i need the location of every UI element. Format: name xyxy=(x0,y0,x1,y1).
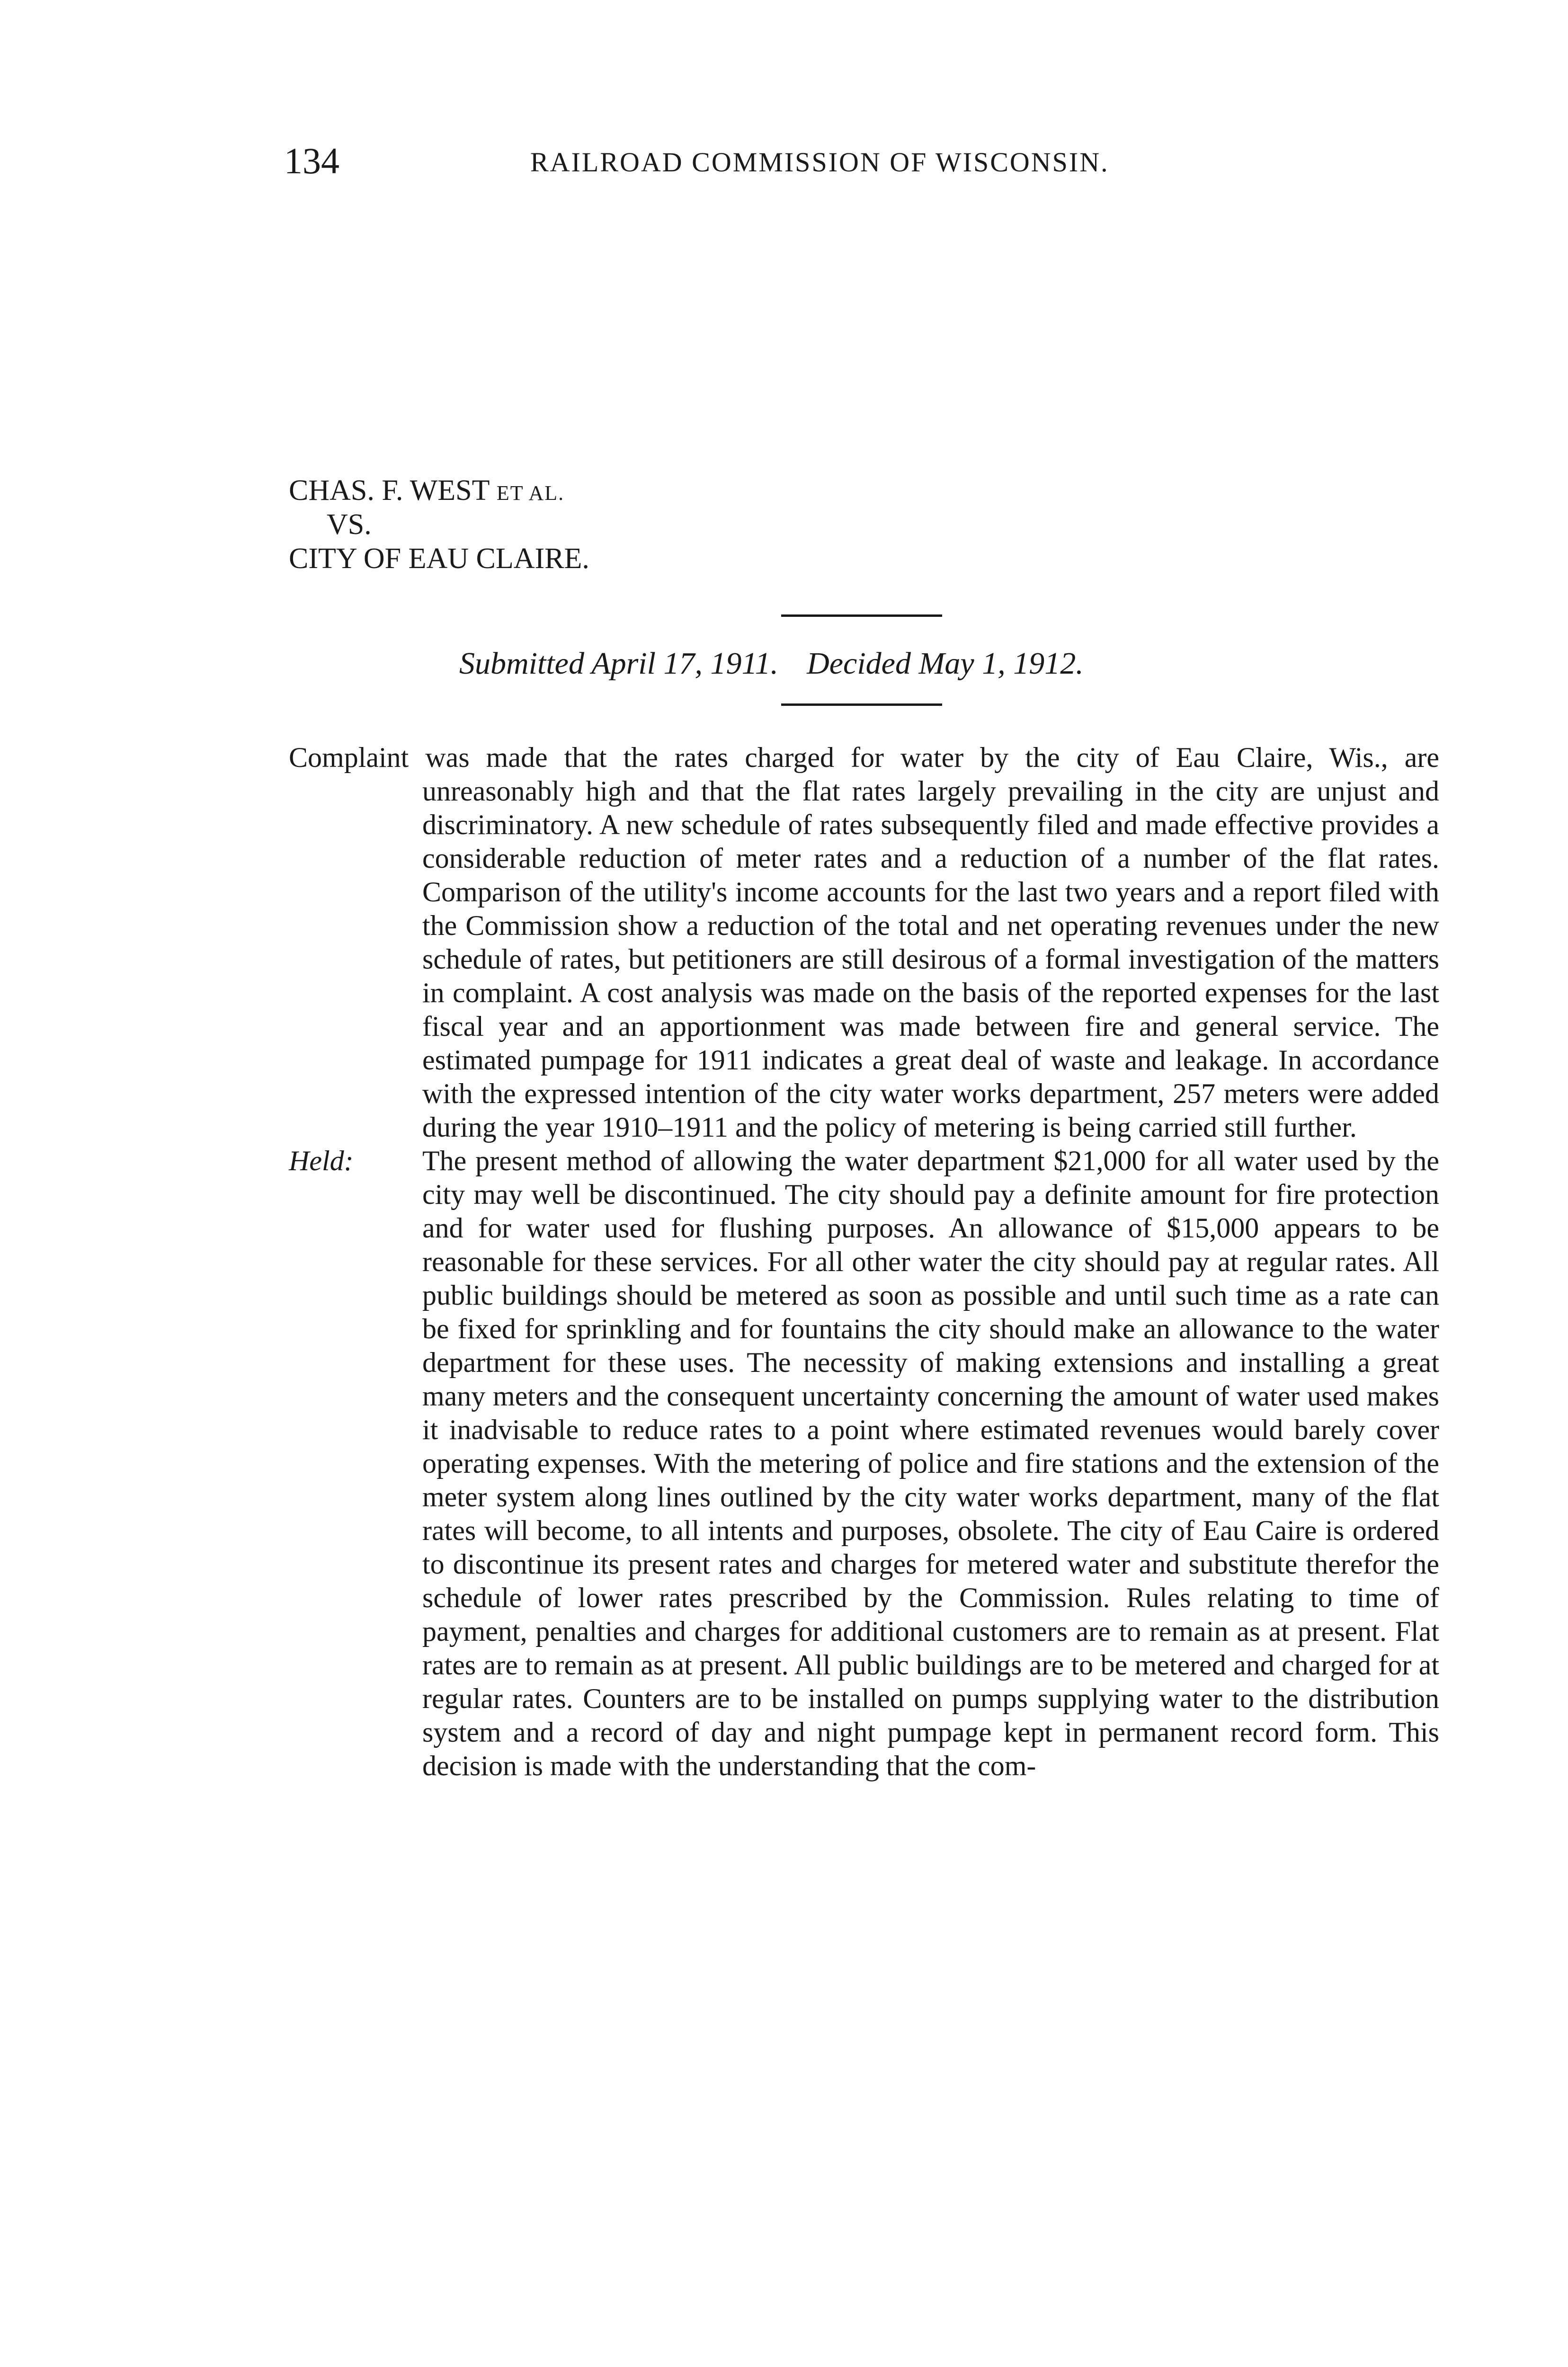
versus: VS. xyxy=(327,508,372,541)
divider-rule-top xyxy=(781,614,942,617)
held-label: Held: xyxy=(289,1145,354,1176)
submitted-date: Submitted April 17, 1911. xyxy=(459,646,779,681)
plaintiff-name: CHAS. F. WEST xyxy=(289,474,490,507)
et-al: ET AL. xyxy=(496,481,565,505)
held-text: The present method of allowing the water department $21,000 for all water used by the city may well be discontinued. The city should pay a definite amount for fire protection and for water used for flushing purposes. An allowance of $15,000 appears to be reasonable for these services. For all other water the city should pay at regular rates. All public buildings should be metered as soon as possible and until such time as a rate can be fixed for sprinkling and for fountains the city should make an allowance to the water department for these uses. The necessity of making extensions and installing a great many meters and the consequent uncertainty concerning the amount of water used makes it inadvisable to reduce rates to a point where estimated revenues would barely cover operating expenses. With the metering of police and fire stations and the extension of the meter system along lines outlined by the city water works department, many of the flat rates will become, to all intents and purposes, obsolete. The city of Eau Caire is ordered to discontinue its present rates and charges for metered water and substitute therefor the schedule of lower rates prescribed by the Commission. Rules relating to time of payment, penalties and charges for additional customers are to remain as at present. Flat rates are to remain as at present. All public buildings are to be metered and charged for at regular rates. Counters are to be installed on pumps supplying water to the distribution system and a record of day and night pumpage kept in permanent record form. This decision is made with the understanding that the com- xyxy=(422,1145,1439,1781)
complaint-paragraph: Complaint was made that the rates charged for water by the city of Eau Claire, Wis., are unreasonably high and that the flat rates largely prevailing in the city are unjust and discriminatory. A new schedule of rates subsequently filed and made effective provides a considerable reduction of meter rates and a reduction of a number of the flat rates. Comparison of the utility's income accounts for the last two years and a report filed with the Commission show a reduction of the total and net operating revenues under the new schedule of rates, but petitioners are still desirous of a formal investigation of the matters in complaint. A cost analysis was made on the basis of the reported expenses for the last fiscal year and an apportionment was made between fire and general service. The estimated pumpage for 1911 indicates a great deal of waste and leakage. In accordance with the expressed intention of the city water works department, 257 meters were added during the year 1910–1911 and the policy of metering is being carried still further. xyxy=(289,742,1439,1143)
page-number: 134 xyxy=(284,140,339,181)
syllabus xyxy=(289,741,1439,1783)
running-head: RAILROAD COMMISSION OF WISCONSIN. xyxy=(530,147,1109,178)
decided-date: Decided May 1, 1912. xyxy=(807,646,1084,681)
plaintiff-line xyxy=(289,473,589,507)
page-header xyxy=(284,137,1449,199)
case-caption xyxy=(289,473,589,576)
held-paragraph xyxy=(289,1144,1439,1783)
case-dates xyxy=(459,645,1084,683)
defendant-name: CITY OF EAU CLAIRE. xyxy=(289,543,589,575)
divider-rule-bottom xyxy=(781,703,942,706)
